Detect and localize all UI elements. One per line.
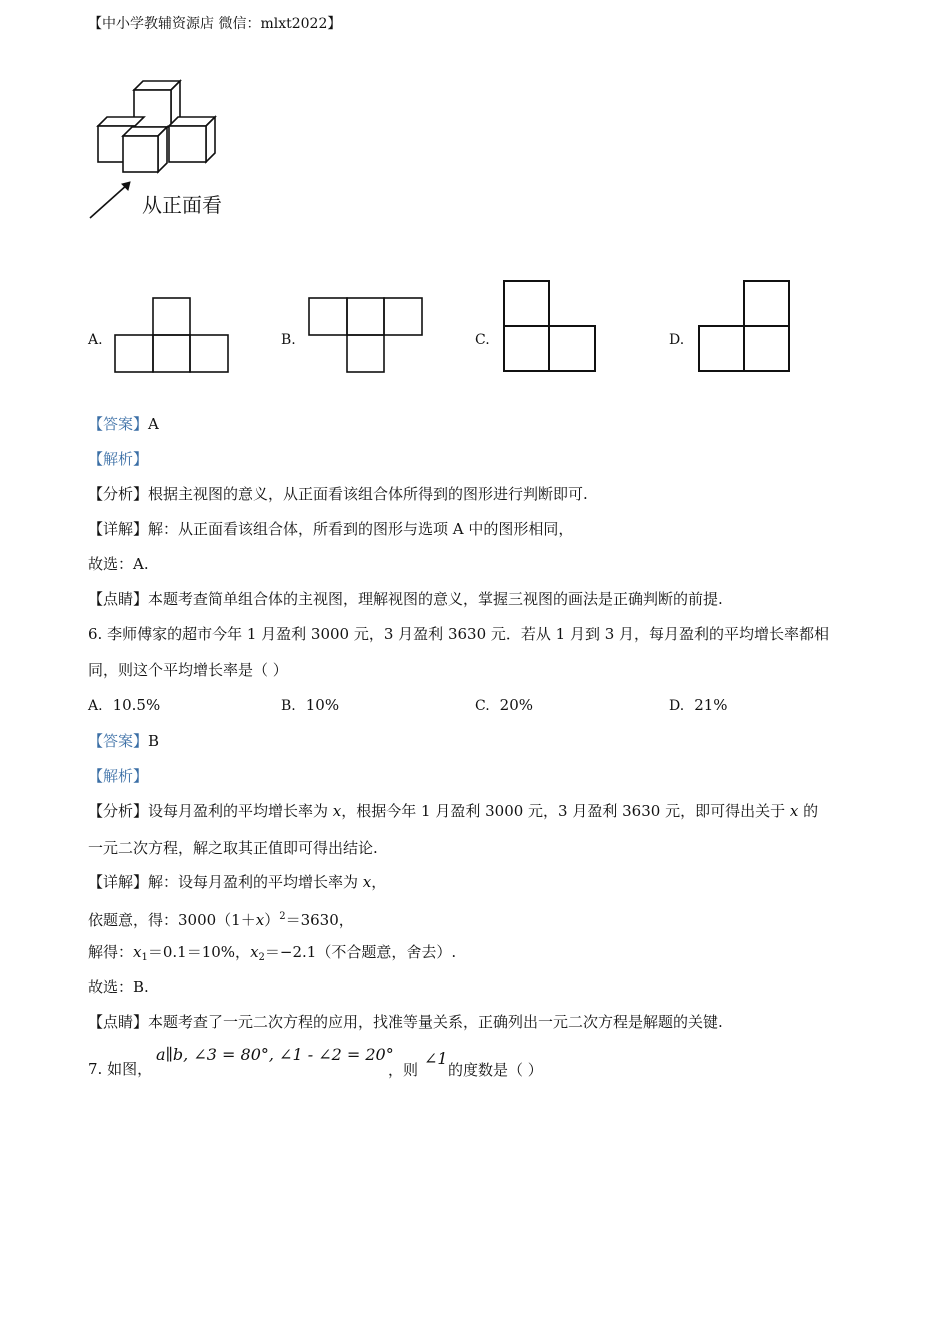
- eq-part-c: ＝3630，: [285, 911, 354, 929]
- q6-option-b: [281, 696, 339, 714]
- q5-fenxi: [88, 484, 588, 504]
- q5-xiangjie: [88, 519, 573, 539]
- q7-mid: ，则: [388, 1061, 419, 1079]
- view-direction-arrow: [88, 180, 138, 225]
- sol-part-c: ＝−2.1（不合题意，舍去）.: [264, 943, 457, 961]
- fenxi-tag: 【分析】: [88, 485, 149, 503]
- q6-fenxi: [88, 801, 818, 821]
- q6-solution: [88, 942, 456, 968]
- option-value: 20%: [499, 696, 534, 714]
- option-c-label: C.: [475, 332, 490, 348]
- variable-x: x: [362, 873, 372, 891]
- q7-prefix: 7. 如图，: [88, 1060, 153, 1078]
- q6-option-a: [88, 696, 160, 714]
- q6-guxuan: 故选：B.: [88, 978, 149, 996]
- variable-x: x: [332, 802, 342, 820]
- xiangjie-text: 解：从正面看该组合体，所看到的图形与选项 A 中的图形相同，: [148, 520, 574, 538]
- option-value: 10%: [305, 696, 340, 714]
- variable-x: x: [789, 802, 799, 820]
- option-letter: B.: [281, 698, 296, 714]
- xiangjie-tag: 【详解】: [88, 520, 149, 538]
- q6-fenxi-line2: 一元二次方程，解之取其正值即可得出结论.: [88, 839, 378, 857]
- option-b-label: B.: [281, 332, 296, 348]
- q6-answer: [88, 731, 159, 751]
- dianjing-text: 本题考查简单组合体的主视图，理解视图的意义，掌握三视图的画法是正确判断的前提.: [148, 590, 723, 608]
- answer-value: B: [148, 732, 160, 750]
- eq-part-a: 依题意，得：3000（1＋: [88, 911, 256, 929]
- sol-part-a: 解得：: [88, 943, 134, 961]
- q5-dianjing: [88, 589, 723, 609]
- answer-tag: 【答案】: [88, 415, 149, 433]
- xiangjie-tag: 【详解】: [88, 873, 149, 891]
- q5-answer: [88, 414, 159, 434]
- option-d-figure: [698, 280, 798, 376]
- option-letter: D.: [669, 698, 685, 714]
- variable-x2: x: [250, 943, 259, 961]
- q5-analysis-tag: 【解析】: [88, 450, 149, 468]
- q6-equation: [88, 907, 354, 930]
- q6-dianjing: [88, 1012, 723, 1032]
- dianjing-tag: 【点睛】: [88, 1013, 149, 1031]
- q6-analysis-tag: 【解析】: [88, 767, 149, 785]
- fenxi-text: 根据主视图的意义，从正面看该组合体所得到的图形进行判断即可.: [148, 485, 588, 503]
- eq-part-b: ）: [264, 911, 280, 929]
- fenxi-text-c: 的: [798, 802, 819, 820]
- dianjing-tag: 【点睛】: [88, 590, 149, 608]
- option-letter: A.: [88, 698, 103, 714]
- option-b-figure: [308, 296, 428, 376]
- q5-guxuan: 故选：A.: [88, 555, 149, 573]
- xiangjie-end: ，: [371, 873, 387, 891]
- eq-exponent: 2: [279, 911, 286, 922]
- answer-tag: 【答案】: [88, 732, 149, 750]
- subscript-1: 1: [141, 952, 148, 963]
- q7-suffix: 的度数是（ ）: [448, 1061, 543, 1079]
- xiangjie-text: 解：设每月盈利的平均增长率为: [148, 873, 363, 891]
- option-d-label: D.: [669, 332, 685, 348]
- view-caption: 从正面看: [142, 193, 222, 217]
- q7-formula: a∥b, ∠3 = 80°, ∠1 - ∠2 = 20°: [156, 1045, 394, 1064]
- page-header: 【中小学教辅资源店 微信：mlxt2022】: [88, 16, 342, 32]
- q7-angle: ∠1: [424, 1049, 448, 1068]
- q6-stem-line1: 6. 李师傅家的超市今年 1 月盈利 3000 元，3 月盈利 3630 元．若从 1 月到 3 月，每月盈利的平均增长率都相: [88, 625, 830, 643]
- fenxi-tag: 【分析】: [88, 802, 149, 820]
- q6-stem-line2: 同，则这个平均增长率是（ ）: [88, 661, 288, 679]
- variable-x: x: [255, 911, 265, 929]
- option-letter: C.: [475, 698, 490, 714]
- variable-x1: x: [133, 943, 142, 961]
- fenxi-text-a: 设每月盈利的平均增长率为: [148, 802, 333, 820]
- q6-xiangjie: [88, 872, 386, 892]
- fenxi-text-b: ，根据今年 1 月盈利 3000 元，3 月盈利 3630 元，即可得出关于: [341, 802, 790, 820]
- option-c-figure: [503, 280, 603, 376]
- option-a-figure: [114, 296, 234, 376]
- option-a-label: A.: [88, 332, 103, 348]
- q6-option-c: [475, 696, 533, 714]
- subscript-2: 2: [258, 952, 265, 963]
- q6-option-d: [669, 696, 728, 714]
- option-value: 10.5%: [112, 696, 161, 714]
- sol-part-b: ＝0.1＝10%，: [147, 943, 251, 961]
- cube-figure: [92, 78, 232, 178]
- q7-stem: [88, 1059, 152, 1079]
- dianjing-text: 本题考查了一元二次方程的应用，找准等量关系，正确列出一元二次方程是解题的关键.: [148, 1013, 723, 1031]
- option-value: 21%: [694, 696, 728, 714]
- answer-value: A: [148, 415, 159, 433]
